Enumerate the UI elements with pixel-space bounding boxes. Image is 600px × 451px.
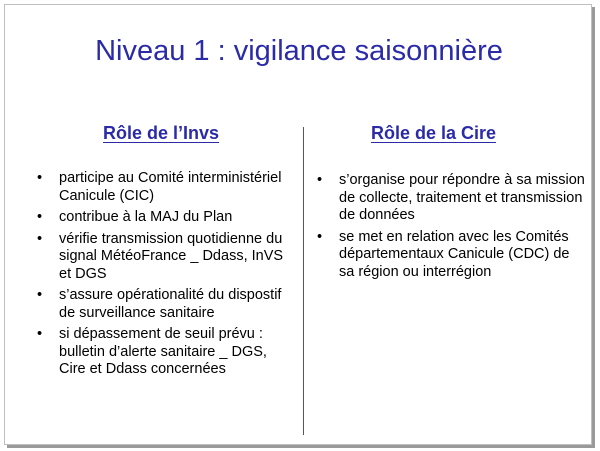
left-bullet-list (35, 170, 297, 383)
left-column-heading: Rôle de l’Invs (103, 123, 220, 143)
list-item: • se met en relation avec les Comités départementaux Canicule (CDC) de sa région ou interrégion (315, 229, 585, 282)
list-item: • s’organise pour répondre à sa mission de collecte, traitement et transmission de données (315, 172, 585, 225)
list-item: • s’assure opérationalité du dispostif de surveillance sanitaire (35, 287, 297, 322)
list-item: • contribue à la MAJ du Plan (35, 209, 297, 227)
list-item: • si dépassement de seuil prévu : bulletin d’alerte sanitaire _ DGS, Cire et Ddass concernées (35, 326, 297, 379)
slide-title: Niveau 1 : vigilance saisonnière (95, 35, 503, 67)
column-divider (303, 127, 304, 435)
list-item: • participe au Comité interministériel Canicule (CIC) (35, 170, 297, 205)
slide (4, 4, 592, 445)
list-item: • vérifie transmission quotidienne du signal MétéoFrance _ Ddass, InVS et DGS (35, 231, 297, 284)
right-bullet-list (315, 172, 585, 285)
right-column-heading: Rôle de la Cire (371, 123, 497, 143)
